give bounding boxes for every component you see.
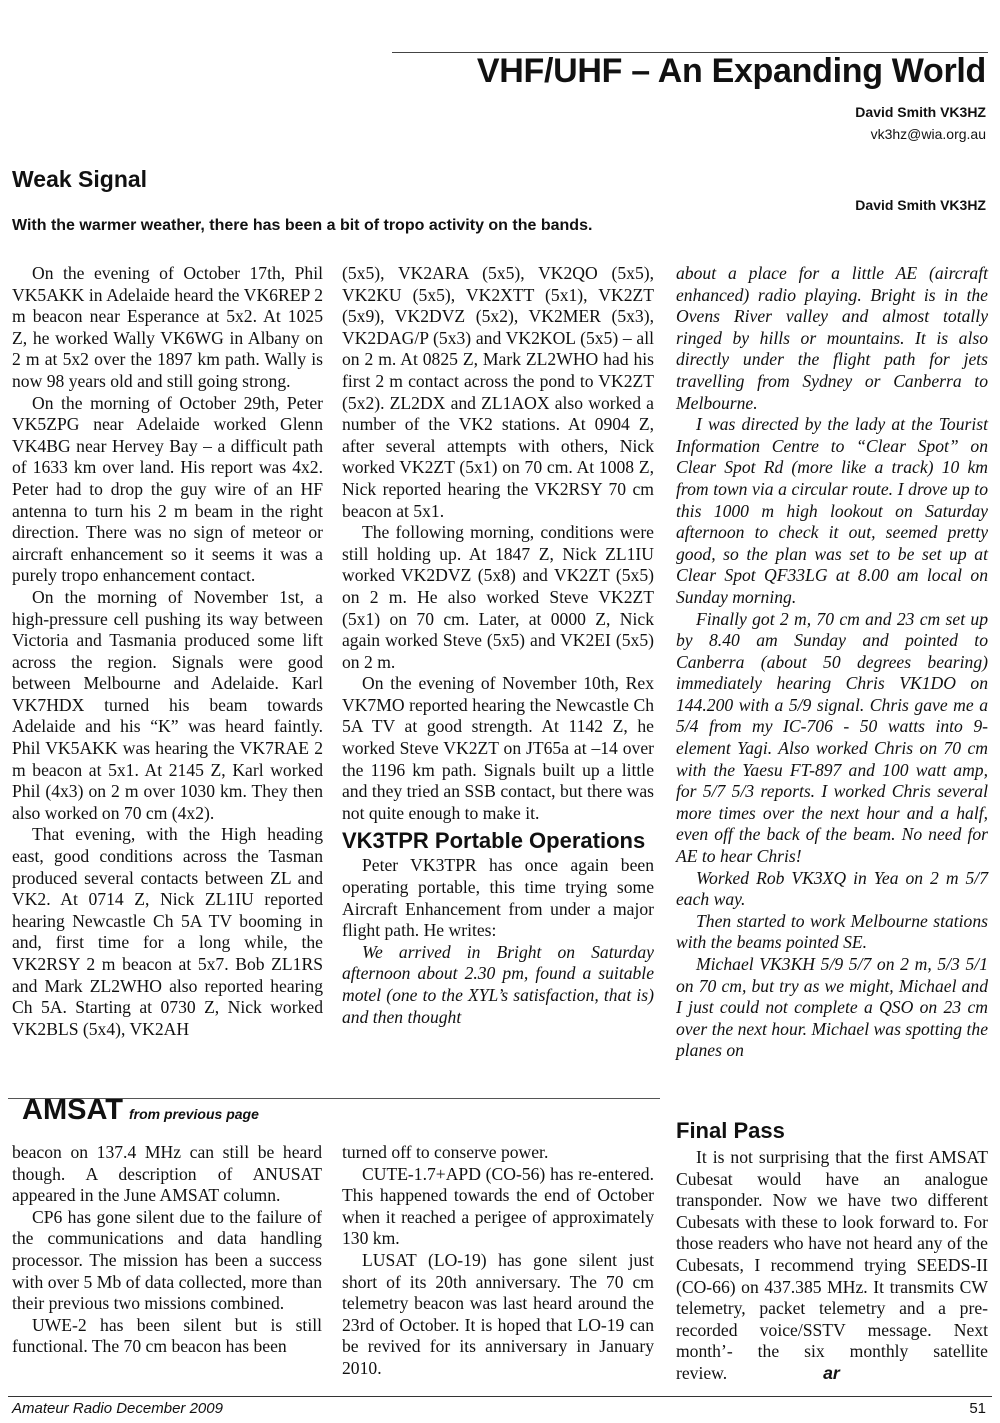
section-byline: David Smith VK3HZ [855, 197, 986, 213]
quoted-paragraph: I was directed by the lady at the Tourist Information Centre to “Clear Spot” on Clear Spot Rd (more like a track) 10 km from town via a circular route. I drove up to this 1000 m high lookout on Saturday afternoon to check it out, seemed pretty good, so the plan was set to be set up at Clear Spot QF33LG at 8.00 am local on Sunday morning. [676, 414, 988, 607]
final-pass-column [676, 1118, 988, 1385]
quoted-paragraph: about a place for a little AE (aircraft enhanced) radio playing. Bright is in the Ovens River valley and almost totally ringed by hills or mountains. It is also directly under the flight path for jets travelling from Sydney or Canberra to Melbourne. [676, 263, 988, 413]
quoted-paragraph: We arrived in Bright on Saturday afternoon about 2.30 pm, found a suitable motel (one to the XYL’s satisfaction, that is) and then thought [342, 941, 654, 1027]
final-pass-text: It is not surprising that the first AMSAT Cubesat would have an analogue transponder. Now we have two different Cubesats with these to look forward to. For those readers who have not heard any of the Cubesats, I recommend trying SEEDS-II (CO-66) on 437.385 MHz. It transmits CW telemetry, packet telemetry and a pre-recorded voice/SSTV message. Next month’- the six monthly satellite review. [676, 1147, 988, 1383]
paragraph: CP6 has gone silent due to the failure of the communications and data handling processor. The mission has been a success with over 5 Mb of data collected, more than their previous two missions combined. [12, 1206, 322, 1314]
paragraph: On the evening of November 10th, Rex VK7MO reported hearing the Newcastle Ch 5A TV at good strength. At 1142 Z, he worked Steve VK2ZT on JT65a at –14 over the 1196 km path. Signals built up a little and they tried an SSB contact, but there was not quite enough to make it. [342, 673, 654, 823]
amsat-column-1 [12, 1142, 322, 1358]
quoted-paragraph: Finally got 2 m, 70 cm and 23 cm set up by 8.40 am Sunday and pointed to Canberra (about 50 degrees bearing) immediately hearing Chris VK1DO on 144.200 with a 5/9 signal. Chris gave me a 5/4 from my IC-706 - 50 watts into 9-element Yagi. Also worked Chris on 70 cm with the Yaesu FT-897 and 100 watt amp, for 5/7 5/3 reports. I worked Chris several more times over the next hour and a half, even off the back of the beam. No need for AE to hear Chris! [676, 608, 988, 867]
amsat-heading [22, 1094, 259, 1127]
paragraph: On the evening of October 17th, Phil VK5AKK in Adelaide heard the VK6REP 2 m beacon near Esperance at 5x2. At 1025 Z, he worked Wally VK6WG in Albany on 2 m at 5x2 over the 1897 km path. Wally is now 98 years old and still going strong. [12, 263, 323, 391]
footer-rule [8, 1396, 992, 1397]
paragraph: UWE-2 has been silent but is still functional. The 70 cm beacon has been [12, 1314, 322, 1357]
paragraph: CUTE-1.7+APD (CO-56) has re-entered. This happened towards the end of October when it reached a perigee of approximately 130 km. [342, 1163, 654, 1249]
section-heading: Weak Signal [12, 166, 148, 192]
author-email: vk3hz@wia.org.au [870, 126, 986, 142]
paragraph: beacon on 137.4 MHz can still be heard though. A description of ANUSAT appeared in the June AMSAT column. [12, 1142, 322, 1206]
page-title: VHF/UHF – An Expanding World [476, 52, 986, 90]
subsection-heading: VK3TPR Portable Operations [342, 828, 646, 854]
article-column-3 [676, 263, 988, 1062]
final-pass-heading: Final Pass [676, 1118, 785, 1143]
paragraph: LUSAT (LO-19) has gone silent just short of its 20th anniversary. The 70 cm telemetry beacon was last heard around the 23rd of October. It is hoped that LO-19 can be revived for its anniversary in January 2010. [342, 1249, 654, 1378]
amsat-column-2 [342, 1142, 654, 1380]
paragraph: Peter VK3TPR has once again been operating portable, this time trying some Aircraft Enhancement from under a major flight path. He writes: [342, 855, 654, 941]
paragraph: On the morning of November 1st, a high-pressure cell pushing its way between Victoria and Tasmania produced some lift across the region. Signals were good between Melbourne and Adelaide. Karl VK7HDX turned his beam towards Adelaide and his “K” was heard faintly. Phil VK5AKK was hearing the VK7RAE 2 m beacon at 5x1. At 2145 Z, Karl worked Phil (4x3) on 2 m over 1030 km. They then also worked on 70 cm (4x2). [12, 586, 323, 823]
paragraph: turned off to conserve power. [342, 1142, 549, 1162]
quoted-paragraph: Worked Rob VK3XQ in Yea on 2 m 5/7 each way. [676, 867, 988, 910]
paragraph: (5x5), VK2ARA (5x5), VK2QO (5x5), VK2KU (5x5), VK2XTT (5x1), VK2ZT (5x9), VK2DVZ (5x2), VK2MER (5x3), VK2DAG/P (5x3) and VK2KOL (5x5) – all on 2 m. At 0825 Z, Mark ZL2WHO had his first 2 m contact across the pond to VK2ZT (5x2). ZL2DX and ZL1AOX also worked a number of the VK2 stations. At 0904 Z, after several attempts with others, Nick worked VK2ZT (5x1) on 70 cm. At 1008 Z, Nick reported hearing the VK2RSY 70 cm beacon at 5x1. [342, 263, 654, 521]
amsat-continued-label: from previous page [128, 1106, 259, 1122]
footer-publication: Amateur Radio December 2009 [12, 1400, 223, 1417]
paragraph: On the morning of October 29th, Peter VK5ZPG near Adelaide worked Glenn VK4BG near Hervey Bay – a difficult path of 1633 km over land. His report was 4x2. Peter had to drop the guy wire of an HF antenna to turn his 2 m beam in the right direction. There was no sign of meteor or aircraft enhancement so it seems it was a purely tropo enhancement contact. [12, 392, 323, 586]
section-intro: With the warmer weather, there has been a bit of tropo activity on the bands. [12, 217, 593, 234]
end-mark: ar [823, 1362, 840, 1383]
author-byline: David Smith VK3HZ [855, 104, 986, 120]
article-column-1 [12, 263, 323, 1040]
paragraph: That evening, with the High heading east, good conditions across the Tasman produced several contacts between ZL and VK2. At 0714 Z, Nick ZL1IU reported hearing Newcastle Ch 5A TV booming in and, first time for a long while, the VK2RSY 2 m beacon at 5x7. Bob ZL1RS and Mark ZL2WHO also reported hearing Ch 5A. Starting at 0730 Z, Nick worked VK2BLS (5x4), VK2AH [12, 824, 323, 1039]
page-number: 51 [969, 1400, 986, 1417]
quoted-paragraph: Michael VK3KH 5/9 5/7 on 2 m, 5/3 5/1 on 70 cm, but try as we might, Michael and I just could not complete a QSO on 23 cm over the next hour. Michael was spotting the planes on [676, 954, 988, 1061]
amsat-title: AMSAT [22, 1094, 123, 1126]
paragraph [676, 1147, 988, 1385]
paragraph: The following morning, conditions were still holding up. At 1847 Z, Nick ZL1IU worked VK2DVZ (5x8) and VK2ZT (5x5) on 2 m. He also worked Steve VK2ZT (5x1) on 70 cm. Later, at 0000 Z, Nick again worked Steve (5x5) and VK2EI (5x5) on 2 m. [342, 522, 654, 672]
article-column-2 [342, 263, 654, 1028]
quoted-paragraph: Then started to work Melbourne stations with the beams pointed SE. [676, 910, 988, 953]
